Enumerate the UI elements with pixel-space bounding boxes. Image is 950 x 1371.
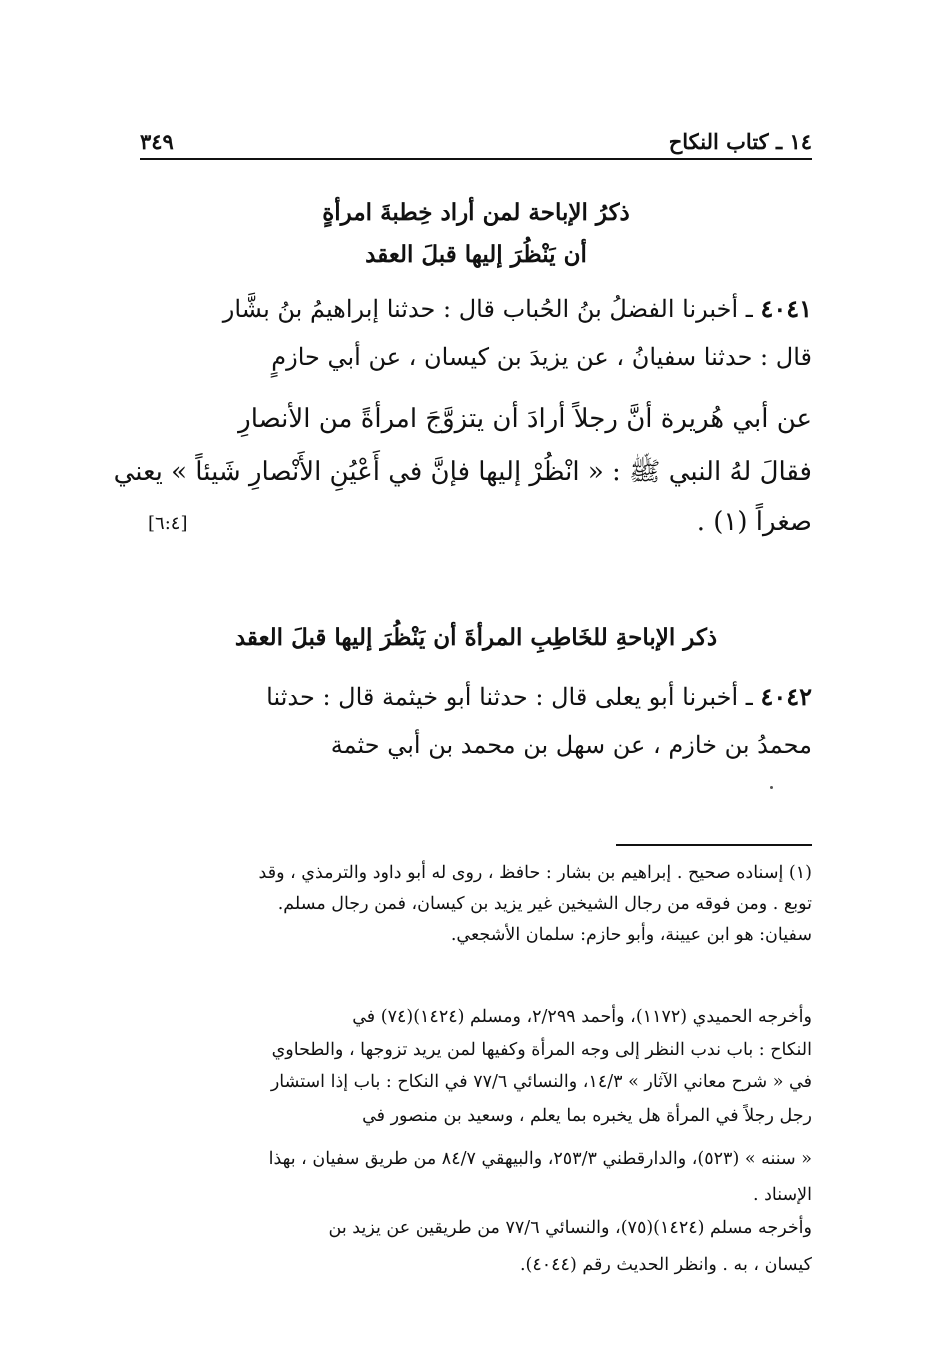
header-divider bbox=[140, 158, 812, 160]
hadith-4041-line-5: صغراً (١) . bbox=[696, 507, 812, 537]
footnote-line: وأخرجه الحميدي (١١٧٢)، وأحمد ٢/٢٩٩، ومسلم (١٤٢٤)(٧٤) في bbox=[352, 1007, 812, 1027]
footnote-line: « سننه » (٥٢٣)، والدارقطني ٢٥٣/٣، والبيهقي ٨٤/٧ من طريق سفيان ، بهذا bbox=[268, 1149, 812, 1169]
hadith-4041-line-1 bbox=[140, 292, 812, 326]
hadith-4041-line-4: فقالَ لهُ النبي ﷺ : « انْظُرْ إليها فإنَّ في أَعْيُنِ الأَنْصارِ شَيئاً » يعني bbox=[113, 457, 812, 487]
footnote-line: النكاح : باب ندب النظر إلى وجه المرأة وكفيها لمن يريد تزوجها ، والطحاوي bbox=[271, 1040, 812, 1060]
dot-mark bbox=[770, 786, 773, 789]
footnote-line: سفيان: هو ابن عيينة، وأبو حازم: سلمان الأشجعي. bbox=[450, 925, 812, 945]
section-heading-1-line-2: أن يَنْظُرَ إليها قبلَ العقد bbox=[365, 241, 587, 268]
section-heading-2 bbox=[140, 617, 812, 659]
footnote-line: كيسان ، به . وانظر الحديث رقم (٤٠٤٤). bbox=[519, 1255, 812, 1275]
hadith-4041-line-3: عن أبي هُريرة أنَّ رجلاً أرادَ أن يتزوَّجَ امرأةً من الأنصارِ bbox=[238, 404, 812, 434]
hadith-4042-line-1 bbox=[140, 680, 812, 714]
footnote-line: توبع . ومن فوقه من رجال الشيخين غير يزيد بن كيسان، فمن رجال مسلم. bbox=[277, 894, 812, 914]
chapter-title: ١٤ ـ كتاب النكاح bbox=[668, 129, 812, 154]
hadith-number: ٤٠٤١ bbox=[760, 294, 812, 323]
hadith-4042-line-2: محمدُ بن خازم ، عن سهل بن محمد بن أبي حثمة bbox=[330, 731, 812, 759]
section-heading-1 bbox=[140, 192, 812, 276]
hadith-text: ـ أخبرنا الفضلُ بنُ الحُباب قال : حدثنا إبراهيمُ بنُ بشَّار bbox=[222, 295, 753, 323]
footnote-line: في « شرح معاني الآثار » ١٤/٣، والنسائي ٧٧/٦ في النكاح : باب إذا استشار bbox=[270, 1072, 812, 1092]
footnote-line: وأخرجه مسلم (١٤٢٤)(٧٥)، والنسائي ٧٧/٦ من طريقين عن يزيد بن bbox=[328, 1218, 812, 1238]
footnote-line: رجل رجلاً في المرأة هل يخبره بما يعلم ، وسعيد بن منصور في bbox=[362, 1106, 812, 1126]
section-heading-2-line: ذكر الإباحةِ للخَاطِبِ المرأةَ أن يَنْظُرَ إليها قبلَ العقد bbox=[234, 624, 718, 651]
footnote-line: الإسناد . bbox=[752, 1185, 812, 1205]
hadith-4041-line-2: قال : حدثنا سفيانُ ، عن يزيدَ بن كيسان ، عن أبي حازمٍ bbox=[271, 343, 812, 371]
footnote-line: (١) إسناده صحيح . إبراهيم بن بشار : حافظ ، روى له أبو داود والترمذي ، وقد bbox=[258, 863, 812, 883]
footnote-divider bbox=[616, 844, 812, 846]
section-heading-1-line-1: ذكرُ الإباحة لمن أراد خِطبةَ امرأةٍ bbox=[322, 199, 630, 226]
page-number: ٣٤٩ bbox=[140, 129, 174, 154]
volume-reference: [٦:٤] bbox=[148, 513, 188, 534]
page-header bbox=[140, 127, 812, 161]
hadith-text: ـ أخبرنا أبو يعلى قال : حدثنا أبو خيثمة قال : حدثنا bbox=[266, 683, 753, 711]
hadith-number: ٤٠٤٢ bbox=[760, 682, 812, 711]
